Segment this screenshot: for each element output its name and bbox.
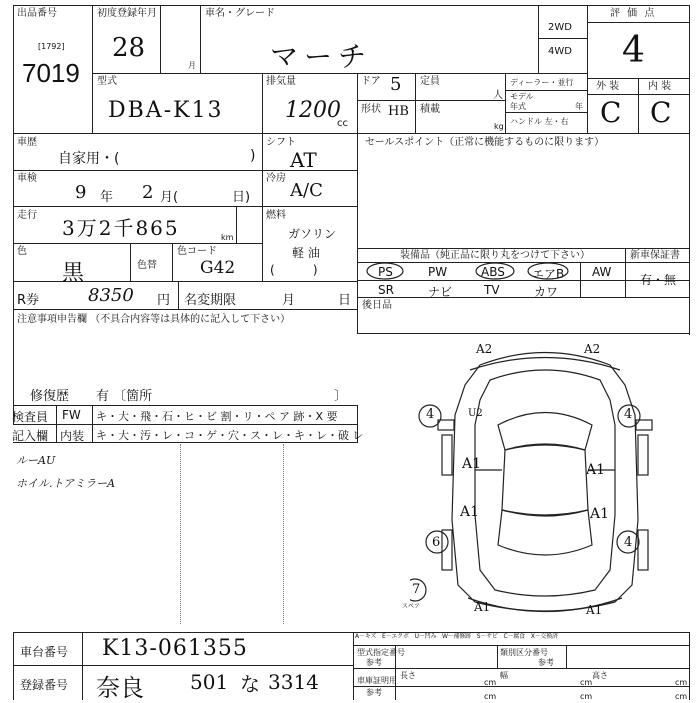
inspection-year-unit: 年 [100,190,114,205]
year-label: 年式 [510,102,526,111]
mark-rear-right: A1 [586,603,603,617]
category-reference-label: 参考 [538,658,554,667]
color-value: 黒 [62,261,85,286]
spare-label: スペア [402,603,421,610]
equipment-pw: PW [428,265,448,279]
year-unit: 年 [575,102,583,111]
repair-label: 修復歴 [30,389,70,404]
registration-label: 登録番号 [20,678,69,692]
registration-class: 501 [190,670,229,694]
history-label: 車歴 [17,137,37,148]
damage-legend: A－キズ E－エクボ U－凹み W－補修跡 S－サビ C－腐食 X－交換済 [355,633,558,640]
mark-spare: 7 [412,582,421,597]
warranty-label: 新車保証書 [630,250,680,261]
inspector-label: 検査員 [12,410,49,424]
car-name-label: 車名・グレード [205,8,275,19]
exterior-label: 外 装 [596,81,620,92]
kg-unit: kg [494,122,504,131]
mark-left-rear-door: A1 [460,504,480,520]
first-registration-label: 初度登録年月 [97,8,157,19]
lot-small-number: [1792] [38,42,65,51]
repair-close: 〕 [334,389,348,404]
equipment-leather: カワ [534,285,559,299]
chassis-label: 車台番号 [20,645,69,659]
equipment-navi: ナビ [428,285,453,299]
person-unit: 人 [493,90,503,101]
mark-right-mirror: 4 [624,407,633,422]
equipment-sr: SR [378,283,394,297]
equipment-circles [357,262,597,282]
handwritten-note-2: ホイル.トアミラーA [16,477,116,490]
equipment-abs: ABS [481,265,505,279]
shift-value: AT [290,148,317,172]
length-cm-unit: cm [484,678,497,687]
recycle-label: R券 [17,293,40,308]
equipment-label: 装備品（純正品に限り丸をつけて下さい） [400,250,590,261]
mark-right-rear-door: A1 [590,506,610,522]
history-value: 自家用・( [58,151,120,167]
color-label: 色 [17,246,27,257]
width-cm-unit: cm [580,678,593,687]
equipment-airbag: エアB [532,267,565,281]
chassis-value: K13-061355 [102,636,248,661]
inspector-entry-label: 記入欄 [12,429,49,443]
interior-check-label: 内装 [60,429,85,443]
cc-unit: cc [337,118,348,129]
color-code-label: 色コード [177,246,217,257]
certified-number-label: 型式指定番号 [357,648,405,657]
width-label: 幅 [500,671,508,680]
fuel-label: 燃料 [266,210,286,221]
lot-number: 7019 [22,58,80,88]
mark-front-right: A2 [584,342,601,356]
equipment-tv: TV [484,283,500,297]
grade-label: 評 価 点 [610,8,657,19]
displacement-value: 1200 [285,98,341,123]
mark-hood: U2 [468,408,483,419]
fuel-paren: ( ) [270,263,318,277]
dealer-label: ディーラー・並行 [510,78,574,87]
aircon-value: A/C [290,180,323,201]
door-value: 5 [390,74,402,95]
category-number-label: 類別区分番号 [500,648,548,657]
garage-cert-reference: 参考 [366,688,382,697]
fw-label: FW [62,408,81,422]
inspection-day-unit: 日) [232,190,251,205]
transfer-month-unit: 月 [282,293,296,308]
recycle-yen-unit: 円 [157,293,171,308]
inspection-year: 9 [75,182,87,203]
month-unit: 月 [188,61,196,70]
inspection-month: 2 [142,182,154,203]
mark-right-front-door: A1 [586,462,606,478]
equipment-aw: AW [592,265,612,279]
drive-2wd: 2WD [548,22,572,33]
repair-value: 有 〔箇所 [96,389,153,404]
car-name: マーチ [270,40,373,73]
recycle-value: 8350 [88,285,134,306]
interior-check-text: キ・大・汚・レ・コ・ゲ・穴・ス・レ・キ・レ・破 レ [96,429,364,442]
inspection-month-unit: 月( [160,190,179,205]
warranty-value: 有・無 [640,273,677,287]
interior-label: 内 装 [648,81,672,92]
shape-value: HB [388,104,409,119]
mark-left-rear-wheel: 6 [432,535,441,550]
handle-label: ハンドル 左・右 [510,117,569,126]
mileage-label: 走行 [17,210,37,221]
lot-number-label: 出品番号 [17,8,57,19]
mark-right-rear-wheel: 4 [624,535,633,550]
aircon-label: 冷房 [266,173,286,184]
car-damage-diagram [410,340,680,630]
row2-height-cm-unit: cm [675,692,688,701]
exterior-value: C [600,96,622,129]
height-label: 高さ [592,671,608,680]
mark-front-left: A2 [476,342,493,356]
history-close: ) [250,148,256,164]
drive-4wd: 4WD [548,46,572,57]
displacement-label: 排気量 [266,76,296,87]
fw-text: キ・大・飛・石・ヒ・ビ 割・リ・ペ ア 跡・X 要 [96,410,338,423]
capacity-label: 定員 [420,76,440,87]
model-label: 型式 [97,76,117,87]
load-label: 積載 [420,104,440,115]
row2-length-cm-unit: cm [484,692,497,701]
model-value: DBA-K13 [108,98,224,123]
color-change-label: 色替 [137,260,157,271]
sales-point-label: セールスポイント（正常に機能するものに限ります） [365,137,605,148]
mark-left-front-door: A1 [462,456,482,472]
shift-label: シフト [266,137,296,148]
mark-left-mirror: 4 [426,407,435,422]
shape-label: 形状 [361,104,381,115]
mileage-value: 3万2千865 [62,216,180,240]
rear-label: 後日品 [362,300,392,311]
length-label: 長さ [400,671,416,680]
mark-rear-left: A1 [474,600,491,614]
handwritten-note-1: ルーAU [16,454,56,467]
inspection-label: 車検 [17,173,37,184]
transfer-day-unit: 日 [338,293,352,308]
fuel-gas: ガソリン [288,227,337,241]
interior-value: C [650,96,672,129]
registration-prefecture: 奈良 [96,674,144,702]
model-year-label: モデル [510,92,534,101]
height-cm-unit: cm [675,678,688,687]
fuel-diesel: 軽 油 [292,246,320,260]
certified-reference-label: 参考 [366,658,382,667]
grade-value: 4 [622,30,645,71]
km-unit: km [221,233,234,242]
first-registration-year: 28 [112,33,146,63]
equipment-ps: PS [378,265,393,279]
garage-cert-label: 車庫証明用 [357,676,397,685]
door-label: ドア [361,76,381,87]
registration-kana: な [240,672,260,696]
color-code-value: G42 [200,258,236,278]
registration-number: 3314 [268,670,319,694]
transfer-label: 名変期限 [184,293,237,308]
notes-label: 注意事項申告欄 （不具合内容等は具体的に記入して下さい） [17,314,291,325]
row2-width-cm-unit: cm [580,692,593,701]
